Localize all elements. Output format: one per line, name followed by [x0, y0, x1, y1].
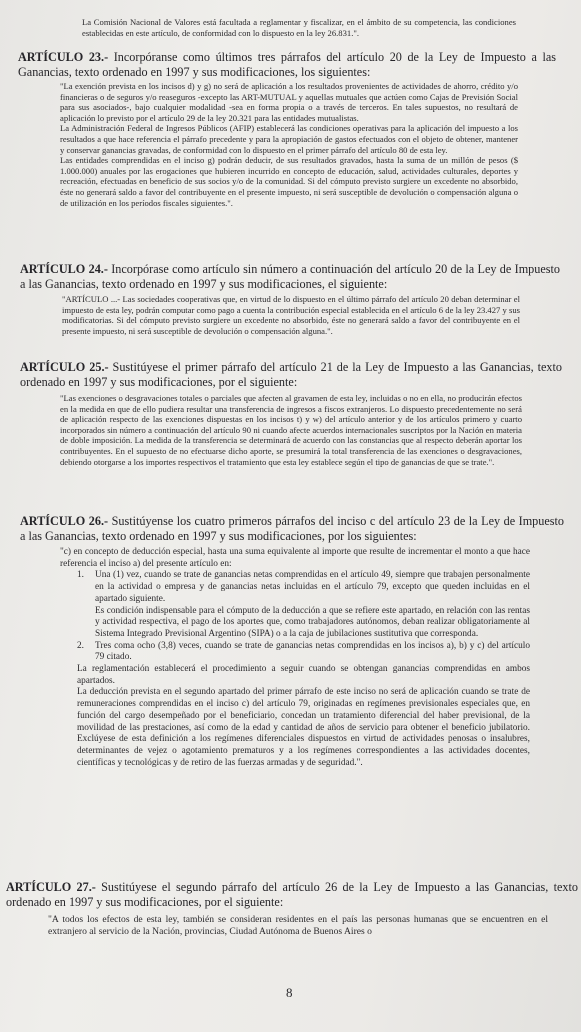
article-label: ARTÍCULO 23.-	[18, 50, 109, 64]
article-text: Sustitúyense los cuatro primeros párrafos del inciso c del artículo 23 de la Ley de Impuesto a las Ganancias, texto ordenado en 1997 y sus modificaciones, por los siguientes:	[20, 514, 565, 544]
article-label: ARTÍCULO 27.-	[6, 880, 96, 894]
quote-paragraph: "La exención prevista en los incisos d) y g) no será de aplicación a los resultados provenientes de actividades de ahorro, crédito y/o financieras o de seguros y/o reaseguros -excepto las ART-MUTUAL y aquellas mutuales que actúen como Cajas de Previsión Social para sus asociados-, bajo cualquier modalidad -sea en forma propia o a través de terceros. En tales supuestos, no resultará de aplicación lo previsto por el artículo 29 de la ley 20.321 para las entidades mutualistas.	[60, 81, 518, 123]
quote-paragraph: "Las exenciones o desgravaciones totales o parciales que afecten al gravamen de esta ley, incluidas o no en ella, no producirán efectos en la medida en que de ello pudiera resultar una transferencia de ingresos a fiscos extranjeros. Lo dispuesto precedentemente no será de aplicación respecto de las exenciones dispuestas en los incisos t) y w) del artículo anterior y de los artículos primero y cuarto incorporados sin número a continuación del artículo 90 ni cuando afecte acuerdos internacionales suscriptos por la Nación en materia de doble imposición. La medida de la transferencia se determinará de acuerdo con las constancias que al respecto deberán aportar los contribuyentes. En el supuesto de no efectuarse dicho aporte, se presumirá la total transferencia de las exenciones o desgravaciones, debiendo otorgarse a los importes respectivos el tratamiento que esta ley establece según el tipo de ganancias de que se trate.".	[60, 393, 522, 467]
list-text: Una (1) vez, cuando se trate de ganancias netas comprendidas en el artículo 49, siempre que trabajen personalmente en la actividad o empresa y de ganancias netas incluidas en el artículo 79, excepto que queden incluidas en el apartado siguiente.	[95, 570, 530, 604]
article-26-heading	[20, 514, 564, 545]
article-25-quote	[60, 393, 522, 467]
quote-paragraph: Las entidades comprendidas en el inciso g) podrán deducir, de sus resultados gravados, hasta la suma de un millón de pesos ($ 1.000.000) anuales por las erogaciones que hubieren incurrido en concepto de educación, salud, actividades culturales, deportes y recreación, efectuadas en beneficio de sus socios y/o de la comunidad. Si del cómputo previsto surgiere un excedente no absorbido, éste no generará saldo a favor del contribuyente en el presente impuesto, ni será susceptible de devolución o compensación alguna o de utilización en los períodos fiscales siguientes.".	[60, 155, 518, 208]
paragraph: La reglamentación establecerá el procedimiento a seguir cuando se obtengan ganancias comprendidas en ambos apartados.	[77, 664, 530, 686]
article-23-heading	[18, 50, 556, 81]
article-27-quote	[48, 914, 548, 939]
article-label: ARTÍCULO 24.-	[20, 262, 108, 276]
article-text: Incorpóranse como últimos tres párrafos del artículo 20 de la Ley de Impuesto a las Ganancias, texto ordenado en 1997 y sus modificaciones, los siguientes:	[18, 50, 557, 80]
list-number: 1.	[77, 570, 84, 581]
list-text: Es condición indispensable para el cómputo de la deducción a que se refiere este apartado, en relación con las rentas y actividad respectiva, el pago de los aportes que, como trabajadores autónomos, deban realizar obligatoriamente al Sistema Integrado Previsional Argentino (SIPA) o a la caja de jubilaciones sustitutiva que corresponda.	[95, 605, 530, 639]
paragraph: La deducción prevista en el segundo apartado del primer párrafo de este inciso no será de aplicación cuando se trate de remuneraciones comprendidas en el inciso c) del artículo 79, originadas en regímenes previsionales especiales que, en función del cargo desempeñado por el beneficiario, concedan un tratamiento diferencial del haber previsional, de la movilidad de las prestaciones, así como de la edad y cantidad de años de servicio para obtener el beneficio jubilatorio. Exclúyese de esta definición a los regímenes diferenciales dispuestos en virtud de actividades penosas o insalubres, determinantes de vejez o agotamiento prematuros y a los regímenes correspondientes a las actividades docentes, científicas y tecnológicas y de retiro de las fuerzas armadas y de seguridad.".	[77, 687, 530, 768]
article-24-quote	[62, 294, 520, 336]
list-item	[77, 641, 530, 664]
article-25-heading	[20, 360, 562, 391]
quote-paragraph: "A todos los efectos de esta ley, también se consideran residentes en el país las personas humanas que se encuentren en el extranjero al servicio de la Nación, provincias, Ciudad Autónoma de Buenos Aires o	[48, 914, 548, 938]
quote-paragraph: "ARTÍCULO ...- Las sociedades cooperativas que, en virtud de lo dispuesto en el último párrafo del artículo 20 deban determinar el impuesto de esta ley, podrán computar como pago a cuenta la contribución especial establecida en el artículo 6 de la ley 23.427 y sus modificatorias. Si del cómputo previsto surgiere un excedente no absorbido, éste no generará saldo a favor del contribuyente en el presente impuesto, ni será susceptible de devolución o compensación alguna.".	[62, 294, 520, 336]
inciso-intro: "c) en concepto de deducción especial, hasta una suma equivalente al importe que resulte de incrementar el monto a que hace referencia el inciso a) del presente artículo en:	[60, 547, 530, 569]
list-item	[77, 570, 530, 640]
quote-paragraph: La Administración Federal de Ingresos Públicos (AFIP) establecerá las condiciones operativas para la aplicación del impuesto a los resultados a que hace referencia el párrafo precedente y para la apropiación de gastos efectuados con el objeto de obtener, mantener y conservar ganancias gravadas, de conformidad con lo dispuesto en el primer párrafo del artículo 80 de esta ley.	[60, 123, 518, 155]
article-text: Sustitúyese el segundo párrafo del artículo 26 de la Ley de Impuesto a las Ganancias, texto ordenado en 1997 y sus modificaciones, por el siguiente:	[6, 880, 578, 910]
article-label: ARTÍCULO 25.-	[20, 360, 109, 374]
article-text: Incorpórase como artículo sin número a continuación del artículo 20 de la Ley de Impuesto a las Ganancias, texto ordenado en 1997 y sus modificaciones, el siguiente:	[20, 262, 560, 292]
article-24-heading	[20, 262, 560, 293]
intro-paragraph	[82, 17, 516, 38]
article-27-heading	[6, 880, 578, 911]
article-26-body	[60, 547, 530, 769]
page-number: 8	[286, 985, 293, 1000]
paragraph: La Comisión Nacional de Valores está facultada a reglamentar y fiscalizar, en el ámbito de su competencia, las condiciones establecidas en este artículo, de conformidad con lo dispuesto en la ley 26.831.".	[82, 17, 516, 38]
list-number: 2.	[77, 640, 84, 651]
article-label: ARTÍCULO 26.-	[20, 514, 109, 528]
article-text: Sustitúyese el primer párrafo del artículo 21 de la Ley de Impuesto a las Ganancias, texto ordenado en 1997 y sus modificaciones, por el siguiente:	[20, 360, 562, 390]
list-text: Tres coma ocho (3,8) veces, cuando se trate de ganancias netas comprendidas en los incisos a), b) y c) del artículo 79 citado.	[95, 640, 530, 663]
article-23-quote	[60, 81, 518, 208]
